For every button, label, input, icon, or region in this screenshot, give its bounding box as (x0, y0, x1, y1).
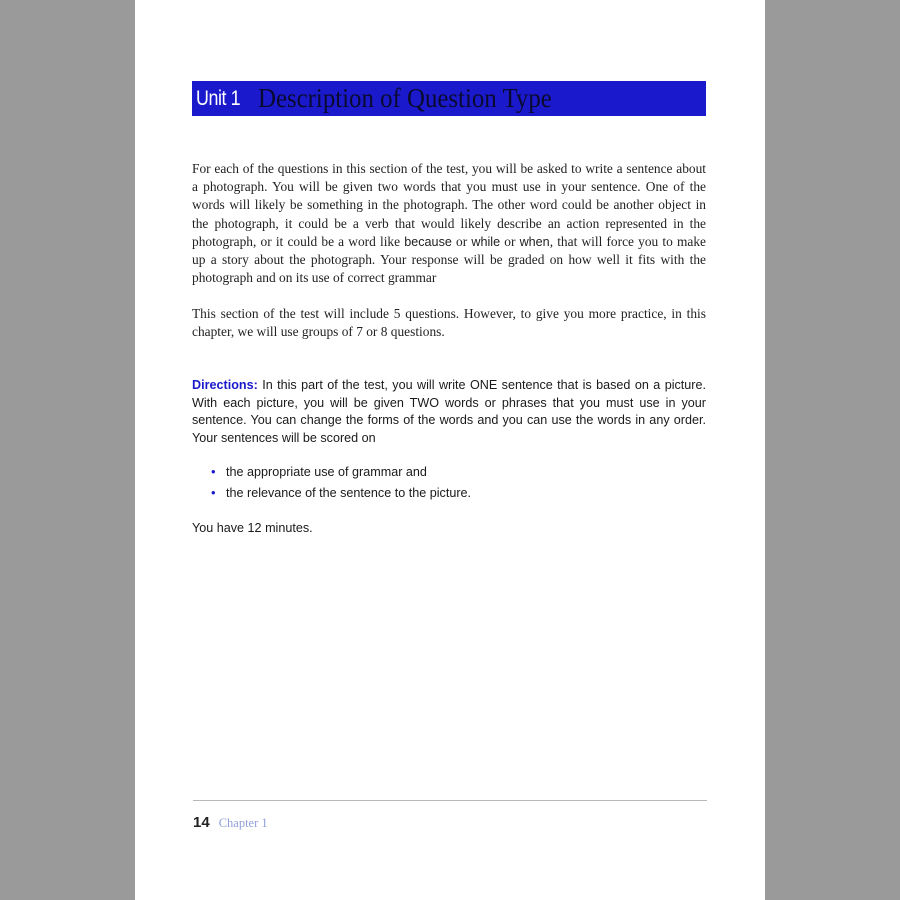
intro-or-1: or (451, 233, 472, 249)
keyword-when: when (519, 234, 550, 249)
list-item-text: the appropriate use of grammar and (226, 465, 427, 479)
unit-banner (192, 81, 706, 116)
page-number: 14 (193, 814, 210, 831)
list-item (192, 462, 706, 483)
time-limit-note: You have 12 minutes. (192, 521, 313, 535)
footer-divider (193, 800, 707, 801)
intro-text-part2: , that will force you to make up a story about the photograph. Your response will be graded on how well it fits with the photograph and on its use of correct grammar (192, 233, 706, 286)
unit-label: Unit 1 (196, 86, 241, 110)
list-item (192, 483, 706, 504)
directions-text: In this part of the test, you will write ONE sentence that is based on a picture. With each picture, you will be given TWO words or phrases that you must use in your sentence. You can change the forms of the words and you can use the words in any order. Your sentences will be scored on (192, 378, 706, 445)
directions-label: Directions: (192, 378, 258, 392)
directions-paragraph (192, 377, 706, 447)
keyword-while: while (471, 234, 501, 249)
intro-paragraph (192, 160, 706, 287)
practice-paragraph: This section of the test will include 5 questions. However, to give you more practice, in this chapter, we will use groups of 7 or 8 questions. (192, 306, 706, 340)
page-footer (193, 814, 268, 832)
intro-or-2: or (500, 233, 520, 249)
intro-text-part1: For each of the questions in this section of the test, you will be asked to write a sentence about a photograph. You will be given two words that you must use in your sentence. One of the words will likely be something in the photograph. The other word could be another object in the photograph, it could be a verb that would likely describe an action represented in the photograph, or it could be a word like (192, 161, 706, 249)
document-page (135, 0, 765, 900)
list-item-text: the relevance of the sentence to the picture. (226, 485, 472, 500)
keyword-because: because (404, 234, 452, 249)
unit-title: Description of Question Type (258, 83, 552, 113)
bullet-icon: • (211, 464, 216, 479)
scoring-criteria-list (192, 462, 706, 503)
bullet-icon: • (211, 484, 216, 500)
chapter-label: Chapter 1 (218, 816, 268, 830)
